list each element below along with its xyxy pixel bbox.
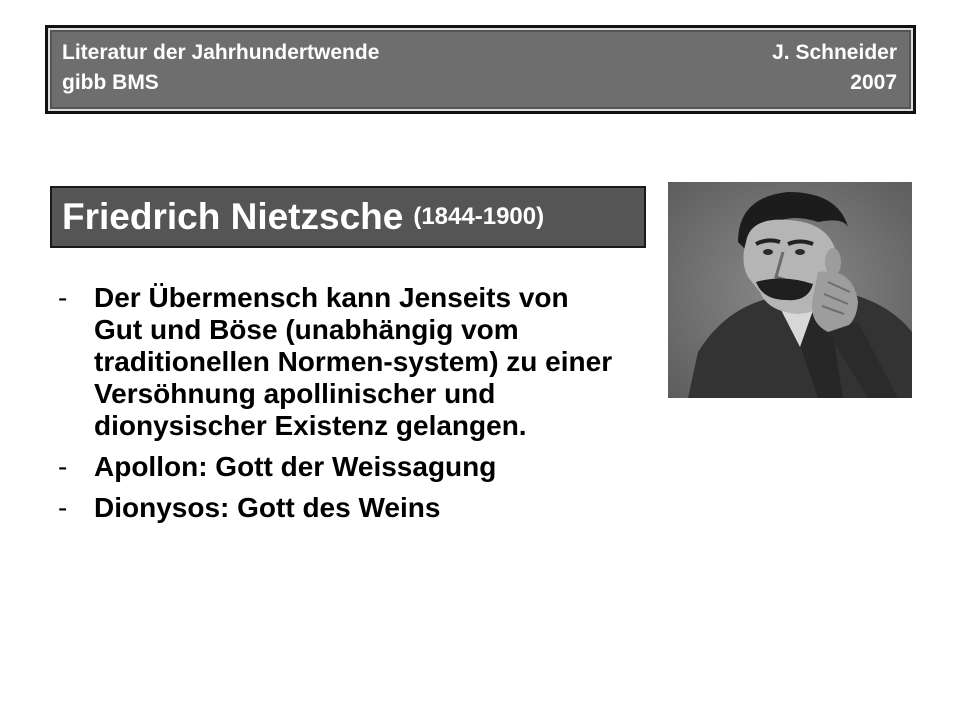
nietzsche-portrait <box>668 182 912 398</box>
bullet-marker: - <box>58 492 68 523</box>
year-label: 2007 <box>850 71 897 94</box>
title-years: (1844-1900) <box>413 203 545 230</box>
author-name: J. Schneider <box>772 41 897 64</box>
school-name: gibb BMS <box>62 71 159 94</box>
bullet-marker: - <box>58 451 68 482</box>
title-name: Friedrich Nietzsche <box>62 196 404 237</box>
bullet-list <box>58 282 618 533</box>
slide-title <box>50 186 646 248</box>
bullet-text: Der Übermensch kann Jenseits von Gut und Böse (unabhängig vom traditionellen Normen-system) zu einer Versöhnung apollinischer und dionysischer Existenz gelangen. <box>94 282 613 441</box>
list-item <box>58 492 618 524</box>
list-item <box>58 451 618 483</box>
bullet-marker: - <box>58 282 68 313</box>
bullet-text: Dionysos: Gott des Weins <box>94 492 441 523</box>
course-title: Literatur der Jahrhundertwende <box>62 41 380 64</box>
list-item <box>58 282 618 442</box>
slide-header-banner <box>45 25 916 114</box>
bullet-text: Apollon: Gott der Weissagung <box>94 451 497 482</box>
